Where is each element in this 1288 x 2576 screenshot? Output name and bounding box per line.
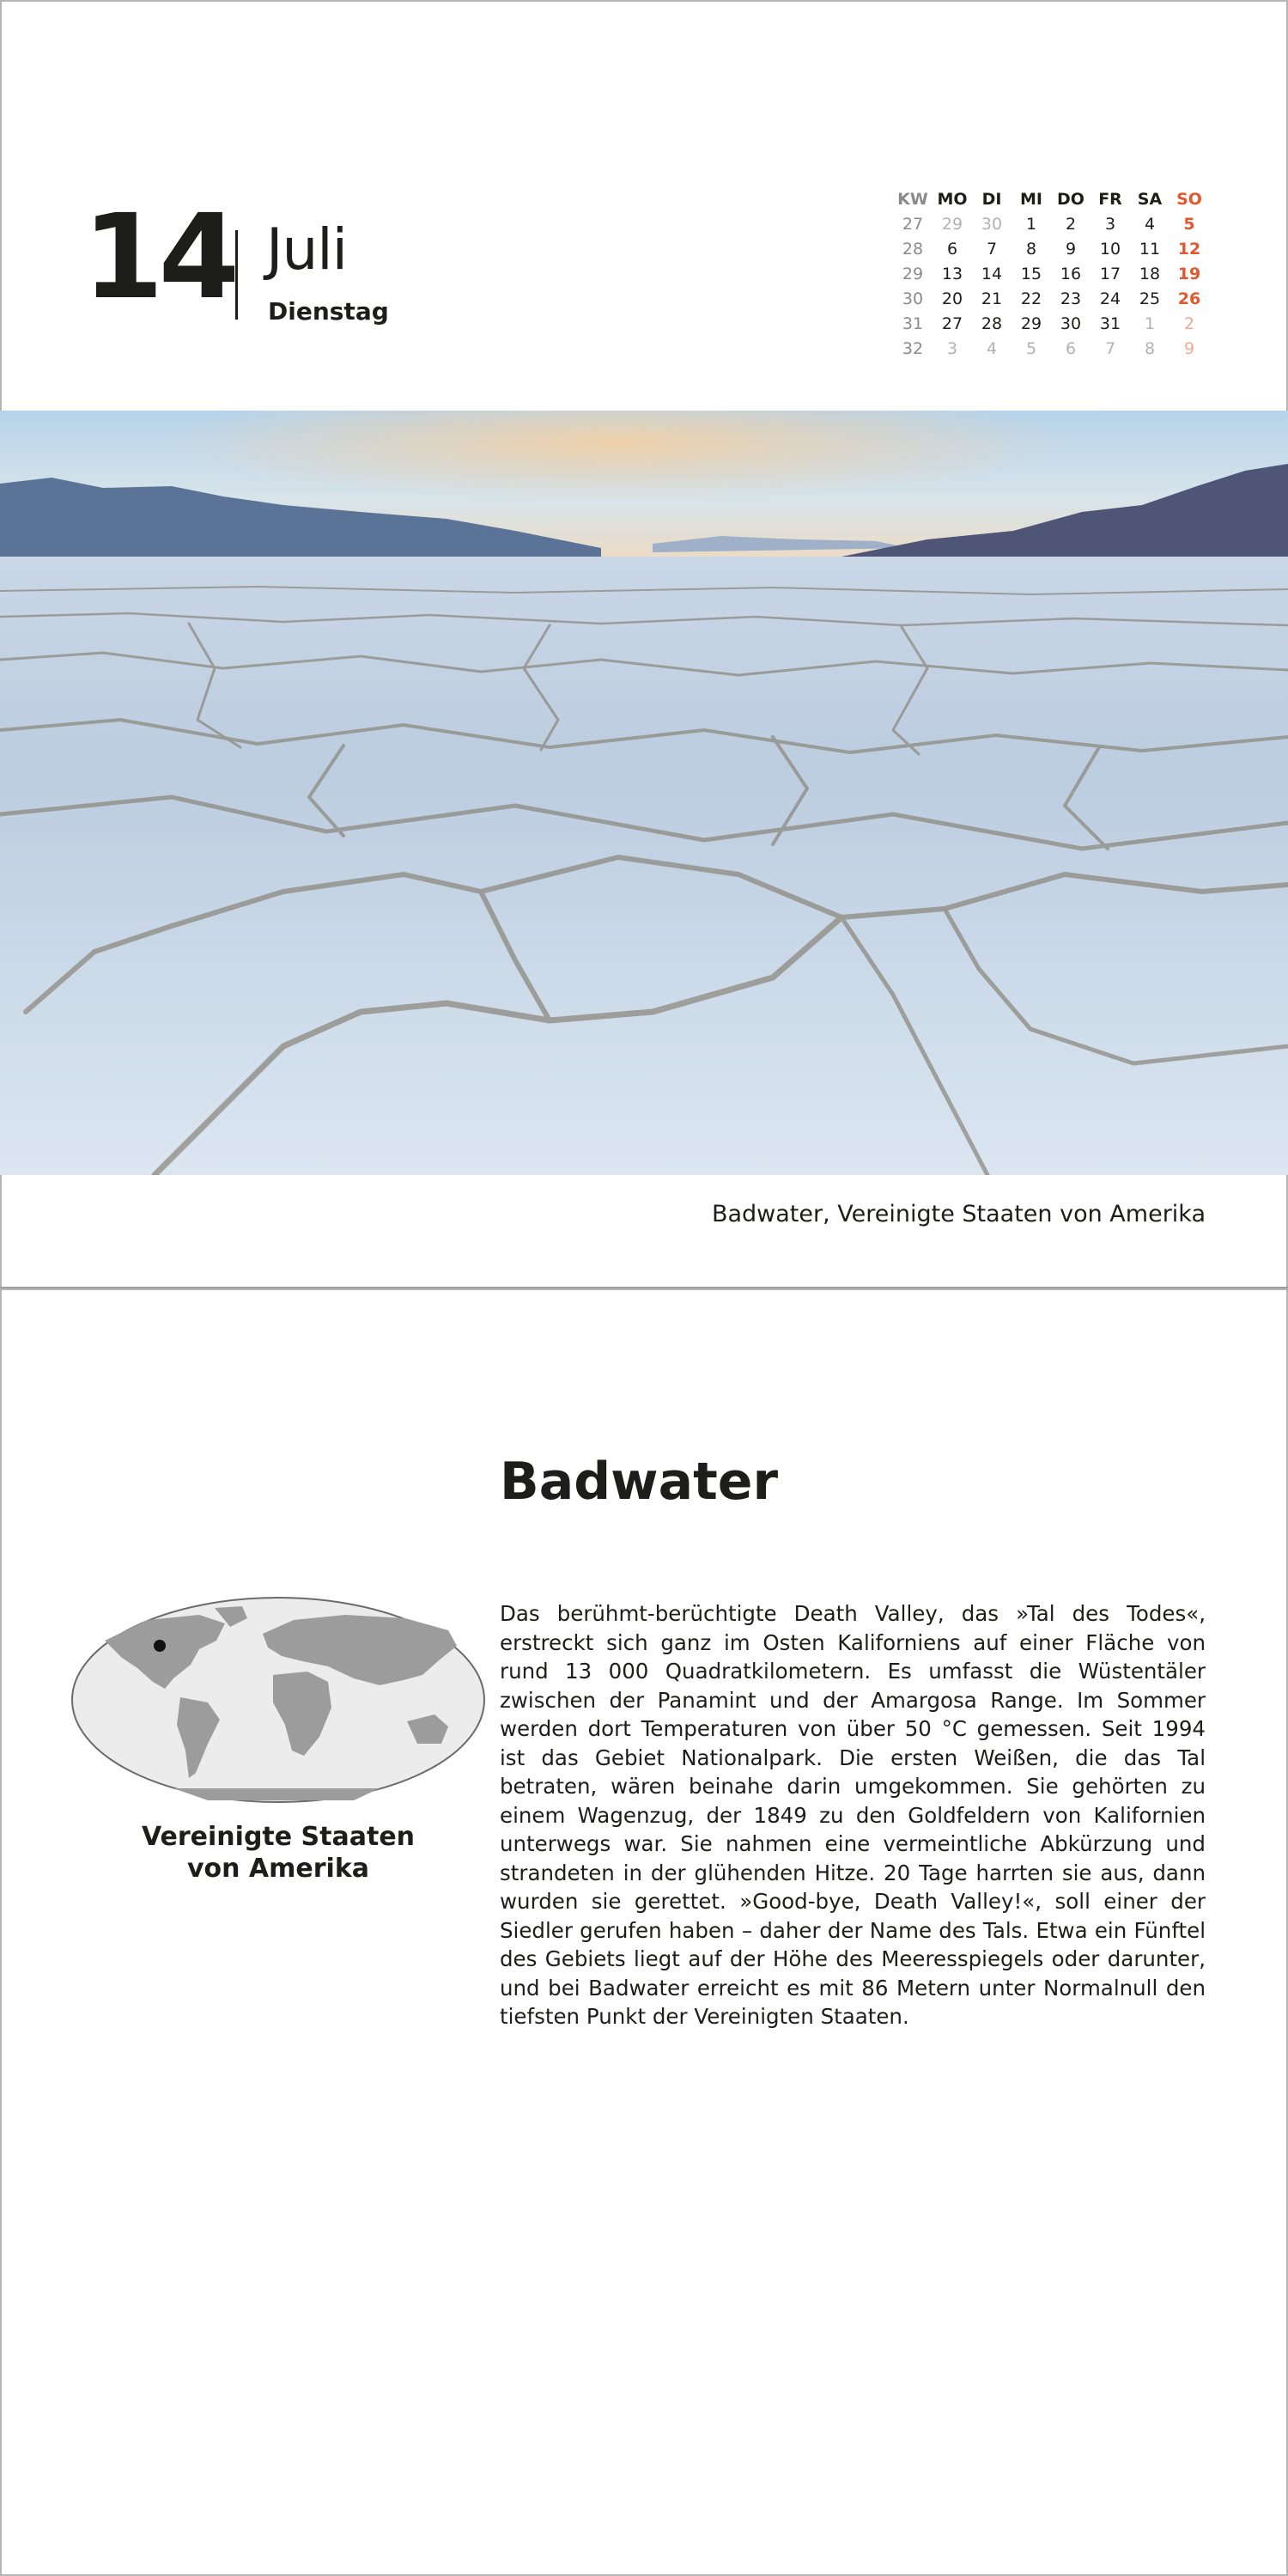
- calendar-day: 30: [1060, 314, 1082, 333]
- month-name: Juli: [266, 216, 347, 283]
- world-map-locator: [70, 1596, 486, 1804]
- week-number: 31: [902, 314, 924, 333]
- calendar-day-sunday: 2: [1183, 314, 1195, 333]
- calendar-day: 30: [981, 215, 1003, 234]
- mini-month-calendar: [893, 187, 1209, 362]
- calendar-day: 22: [1020, 289, 1042, 308]
- week-number: 28: [902, 240, 924, 259]
- header-kw: KW: [897, 190, 928, 209]
- calendar-day: 10: [1099, 240, 1121, 259]
- calendar-day: 2: [1065, 215, 1077, 234]
- calendar-day: 5: [1025, 339, 1037, 358]
- calendar-day: 21: [981, 289, 1003, 308]
- header-sa: SA: [1137, 190, 1163, 209]
- article-body: Das berühmt-berüchtigte Death Valley, das »Tal des Todes«, erstreckt sich ganz im Osten Kaliforniens auf einer Fläche von rund 13 000 Quadratkilometern. Es umfasst die Wüstentäler zwischen der Panamint und der Amargosa Range. Im Sommer werden dort Temperaturen von über 50 °C gemessen. Seit 1994 ist das Gebiet Nationalpark. Die ersten Weißen, die das Tal betraten, wären beinahe darin umgekommen. Sie gehörten zu einem Wagenzug, der 1849 zu den Goldfeldern von Kalifornien unterwegs war. Sie nahmen eine vermeintliche Abkürzung und strandeten in der glühenden Hitze. 20 Tage harrten sie aus, dann wurden sie gerettet. »Good-bye, Death Valley!«, soll einer der Siedler gerufen haben – daher der Name des Tals. Etwa ein Fünftel des Gebiets liegt auf der Höhe des Meeresspiegels oder darunter, und bei Badwater erreicht es mit 86 Metern unter Normalnull den tiefsten Punkt der Vereinigten Staaten.: [500, 1601, 1206, 2029]
- calendar-day: 6: [1065, 339, 1077, 358]
- calendar-week-row: [893, 212, 1209, 237]
- calendar-day: 6: [946, 240, 958, 259]
- weekday-name: Dienstag: [268, 297, 389, 326]
- calendar-day: 3: [1104, 215, 1116, 234]
- calendar-day: 25: [1139, 289, 1161, 308]
- landscape-photo: [0, 411, 1288, 1175]
- location-marker: [154, 1640, 166, 1652]
- calendar-day: 8: [1025, 240, 1037, 259]
- antarctica: [173, 1788, 380, 1800]
- calendar-header-row: [893, 187, 1209, 212]
- calendar-day: 4: [1144, 215, 1156, 234]
- calendar-day: 29: [941, 215, 963, 234]
- calendar-day: 20: [941, 289, 963, 308]
- calendar-day: 23: [1060, 289, 1082, 308]
- week-number: 30: [902, 289, 924, 308]
- week-number: 27: [902, 215, 924, 234]
- calendar-day: 8: [1144, 339, 1156, 358]
- week-number: 29: [902, 265, 924, 283]
- day-number: 14: [82, 190, 235, 326]
- calendar-day: 31: [1099, 314, 1121, 333]
- calendar-day: 18: [1139, 265, 1161, 283]
- calendar-day: 27: [941, 314, 963, 333]
- calendar-day: 17: [1099, 265, 1121, 283]
- page-fold-line: [0, 1287, 1288, 1288]
- calendar-day: 29: [1020, 314, 1042, 333]
- calendar-day: 7: [986, 240, 998, 259]
- article-title: Badwater: [500, 1452, 779, 1512]
- header-di: DI: [981, 190, 1002, 209]
- header-mi: MI: [1020, 190, 1042, 209]
- calendar-week-row: [893, 287, 1209, 312]
- calendar-day-sunday: 26: [1177, 289, 1201, 308]
- header-mo: MO: [937, 190, 968, 209]
- calendar-day: 9: [1065, 240, 1077, 259]
- calendar-day-sunday: 9: [1183, 339, 1195, 358]
- week-number: 32: [902, 339, 924, 358]
- map-country-label: [86, 1821, 471, 1885]
- calendar-day: 13: [941, 265, 963, 283]
- salt-flat: [0, 557, 1288, 1175]
- calendar-day: 15: [1020, 265, 1042, 283]
- calendar-day-sunday: 19: [1177, 265, 1201, 283]
- calendar-day: 4: [986, 339, 998, 358]
- calendar-day: 1: [1025, 215, 1037, 234]
- calendar-day: 16: [1060, 265, 1082, 283]
- calendar-day: 28: [981, 314, 1003, 333]
- calendar-week-row: [893, 337, 1209, 362]
- header-so: SO: [1176, 190, 1202, 209]
- calendar-day: 1: [1144, 314, 1156, 333]
- photo-caption: Badwater, Vereinigte Staaten von Amerika: [711, 1201, 1206, 1227]
- map-country-label-line2: von Amerika: [186, 1854, 370, 1884]
- calendar-week-row: [893, 312, 1209, 337]
- header-do: DO: [1057, 190, 1084, 209]
- date-divider: [235, 230, 238, 320]
- calendar-week-row: [893, 237, 1209, 262]
- map-country-label-line1: Vereinigte Staaten: [141, 1822, 416, 1852]
- header-fr: FR: [1098, 190, 1122, 209]
- calendar-day: 24: [1099, 289, 1121, 308]
- calendar-day: 7: [1104, 339, 1116, 358]
- calendar-day: 11: [1139, 240, 1161, 259]
- calendar-week-row: [893, 262, 1209, 287]
- calendar-day-sunday: 12: [1177, 240, 1201, 259]
- calendar-day: 14: [981, 265, 1003, 283]
- calendar-day-sunday: 5: [1183, 215, 1195, 234]
- calendar-day: 3: [946, 339, 958, 358]
